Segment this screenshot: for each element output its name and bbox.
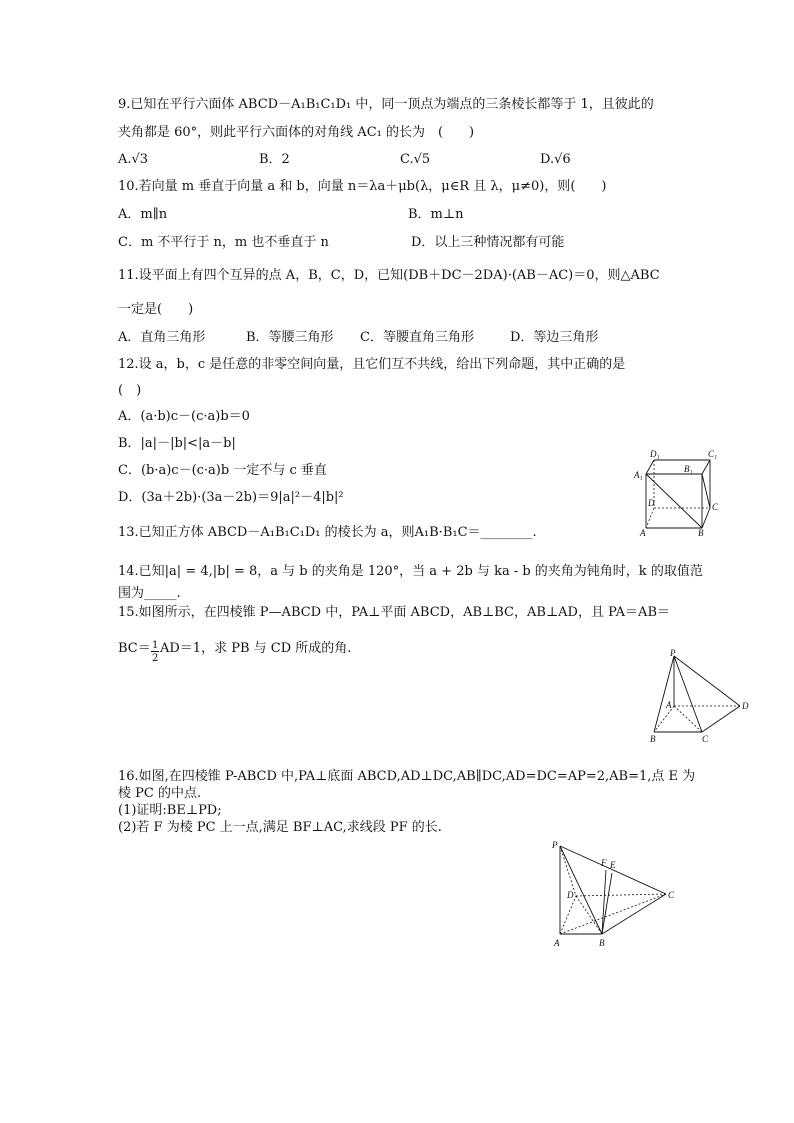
cube-figure (632, 446, 724, 538)
q16-label-p: P (552, 840, 558, 850)
q16-line3: (1)证明:BE⊥PD; (118, 803, 222, 818)
q16-line4: (2)若 F 为棱 PC 上一点,满足 BF⊥AC,求线段 PF 的长. (118, 820, 442, 835)
q9-option-c: C.√5 (400, 152, 431, 167)
q9-option-a: A.√3 (118, 152, 149, 167)
q16-label-f: F (601, 858, 607, 868)
q16-line1: 16.如图,在四棱锥 P-ABCD 中,PA⊥底面 ABCD,AD⊥DC,AB∥DC,AD=DC=AP=2,AB=1,点 E 为 (118, 769, 696, 784)
q11-line1: 11.设平面上有四个互异的点 A，B，C，D，已知(DB＋DC－2DA)·(AB－AC)＝0，则△ABC (118, 268, 660, 283)
cube-label-d: D (648, 498, 655, 508)
q11-option-a: A．直角三角形 (118, 330, 206, 345)
q12-line2: ( ) (118, 383, 142, 398)
cube-label-a1: A₁ (634, 470, 643, 480)
q15-label-c: C (702, 734, 709, 744)
q9-option-b: B．2 (259, 152, 290, 167)
q12-line1: 12.设 a，b，c 是任意的非零空间向量，且它们互不共线，给出下列命题，其中正确的是 (118, 357, 626, 372)
q16-label-c: C (668, 890, 675, 900)
cube-label-a: A (640, 528, 646, 538)
q10-option-d: D．以上三种情况都有可能 (411, 235, 565, 250)
q13-line1: 13.已知正方体 ABCD－A₁B₁C₁D₁ 的棱长为 a，则A₁B·B₁C＝________. (118, 525, 537, 540)
q9-option-d: D.√6 (540, 152, 571, 167)
q10-option-c: C．m 不平行于 n，m 也不垂直于 n (118, 235, 329, 250)
q15-line1: 15.如图所示，在四棱锥 P—ABCD 中，PA⊥平面 ABCD，AB⊥BC，AB⊥AD，且 PA＝AB＝ (118, 605, 670, 620)
q15-line2-suffix: AD＝1，求 PB 与 CD 所成的角. (160, 641, 352, 656)
q9-line2: 夹角都是 60°，则此平行六面体的对角线 AC₁ 的长为 ( ) (118, 125, 475, 140)
q10-line1: 10.若向量 m 垂直于向量 a 和 b，向量 n＝λa＋μb(λ，μ∈R 且 λ，μ≠0)，则( ) (118, 179, 607, 194)
q15-label-d: D (742, 701, 749, 711)
cube-label-b1: B₁ (684, 464, 693, 474)
q15-label-b: B (650, 734, 656, 744)
q11-line2: 一定是( ) (118, 302, 194, 317)
q16-label-e: E (610, 860, 616, 870)
q15-label-p: P (670, 648, 676, 658)
q15-frac-denominator: 2 (152, 653, 159, 664)
q15-label-a: A (666, 700, 672, 710)
q15-frac-numerator: 1 (152, 640, 159, 651)
q16-label-d: D (567, 890, 574, 900)
q16-label-a: A (554, 938, 560, 948)
q12-option-b: B．|a|－|b|<|a－b| (118, 436, 236, 451)
q15-line2-prefix: BC＝ (118, 641, 151, 656)
q10-option-a: A．m∥n (118, 207, 168, 222)
q14-line1: 14.已知|a| = 4,|b| = 8，a 与 b 的夹角是 120°，当 a + 2b 与 ka - b 的夹角为钝角时，k 的取值范 (118, 564, 703, 579)
cube-label-c1: C₁ (708, 449, 718, 459)
q12-option-d: D．(3a＋2b)·(3a－2b)＝9|a|²－4|b|² (118, 490, 344, 505)
pyramid-figure-q16 (548, 836, 680, 950)
cube-label-b: B (698, 528, 704, 538)
q16-line2: 棱 PC 的中点. (118, 786, 202, 801)
q11-option-d: D．等边三角形 (510, 330, 599, 345)
q16-label-b: B (599, 938, 605, 948)
q11-option-b: B．等腰三角形 (246, 330, 334, 345)
q9-line1: 9.已知在平行六面体 ABCD－A₁B₁C₁D₁ 中，同一顶点为端点的三条棱长都等于 1，且彼此的 (118, 97, 654, 112)
q14-line2: 围为_____. (118, 586, 181, 601)
q12-option-c: C．(b·a)c－(c·a)b 一定不与 c 垂直 (118, 463, 327, 478)
pyramid-figure-q15 (646, 648, 758, 744)
cube-label-d1: D₁ (650, 449, 660, 459)
cube-label-c: C (712, 502, 719, 512)
q11-option-c: C．等腰直角三角形 (360, 330, 474, 345)
q12-option-a: A．(a·b)c－(c·a)b＝0 (118, 409, 250, 424)
q10-option-b: B．m⊥n (408, 207, 464, 222)
